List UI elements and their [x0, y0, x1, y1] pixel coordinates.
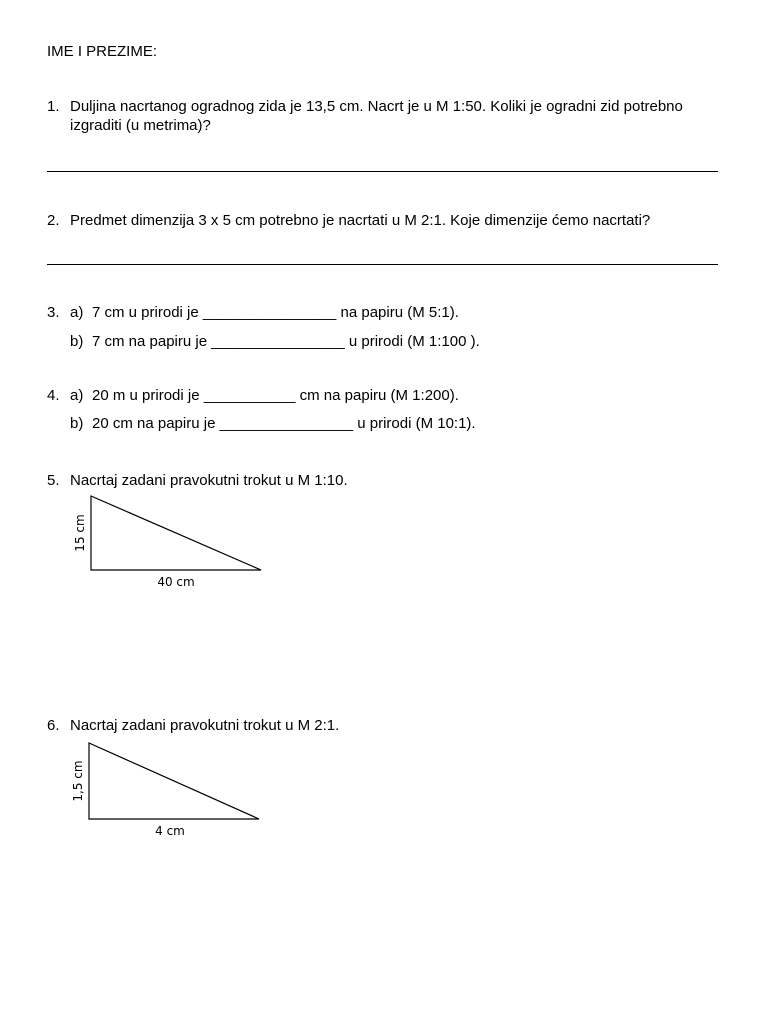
- base-label: 4 cm: [155, 824, 185, 838]
- subquestion-text-b: 7 cm na papiru je ________________ u prirodi (M 1:100 ).: [92, 333, 480, 350]
- answer-line[interactable]: [47, 264, 718, 265]
- answer-line[interactable]: [47, 171, 718, 172]
- height-label: 15 cm: [73, 514, 87, 552]
- subquestion-label-a: a): [70, 304, 84, 321]
- question-text: Nacrtaj zadani pravokutni trokut u M 1:10.: [70, 472, 348, 489]
- base-label: 40 cm: [157, 575, 195, 589]
- question-text: Predmet dimenzija 3 x 5 cm potrebno je nacrtati u M 2:1. Koje dimenzije ćemo nacrtati?: [70, 212, 651, 229]
- subquestion-text-b: 20 cm na papiru je ________________ u prirodi (M 10:1).: [92, 415, 476, 432]
- triangle-figure: [60, 738, 280, 848]
- subquestion-label-a: a): [70, 387, 84, 404]
- right-triangle: [89, 743, 259, 819]
- question-number: 1.: [47, 98, 60, 115]
- subquestion-text-a: 7 cm u prirodi je ________________ na papiru (M 5:1).: [92, 304, 459, 321]
- triangle-figure: [60, 490, 280, 600]
- right-triangle: [91, 496, 261, 570]
- question-number: 2.: [47, 212, 60, 229]
- question-number: 3.: [47, 304, 60, 321]
- question-number: 6.: [47, 717, 60, 734]
- subquestion-label-b: b): [70, 333, 84, 350]
- question-number: 4.: [47, 387, 60, 404]
- subquestion-label-b: b): [70, 415, 84, 432]
- height-label: 1,5 cm: [71, 760, 85, 802]
- subquestion-text-a: 20 m u prirodi je ___________ cm na papiru (M 1:200).: [92, 387, 459, 404]
- name-label: IME I PREZIME:: [47, 43, 158, 60]
- question-text-line-1: Duljina nacrtanog ogradnog zida je 13,5 cm. Nacrt je u M 1:50. Koliki je ogradni zid potrebno: [70, 98, 683, 115]
- question-text: Nacrtaj zadani pravokutni trokut u M 2:1.: [70, 717, 340, 734]
- question-text-line-2: izgraditi (u metrima)?: [70, 117, 211, 134]
- question-number: 5.: [47, 472, 60, 489]
